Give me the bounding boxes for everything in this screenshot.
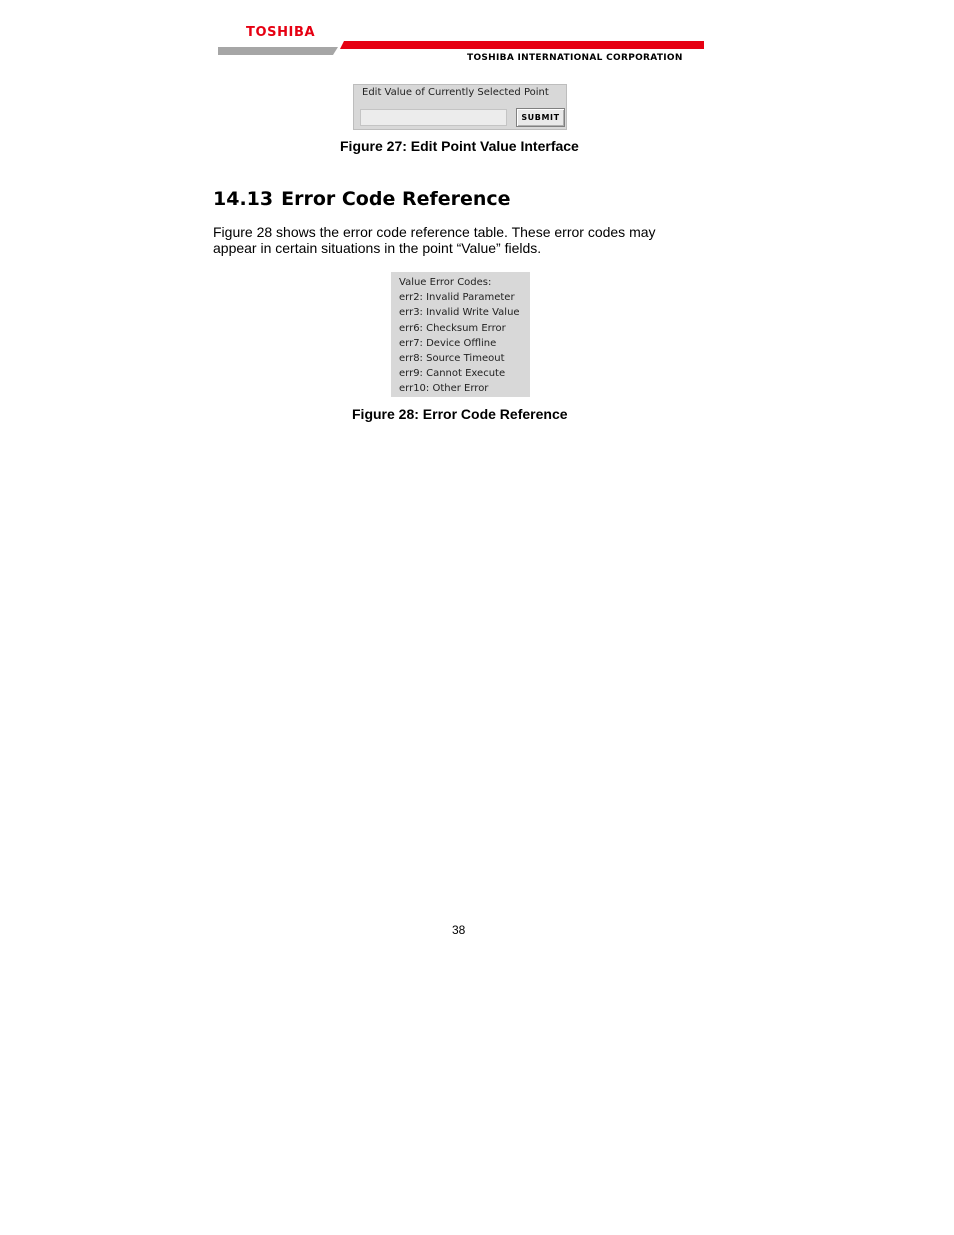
page-number: 38: [452, 923, 466, 937]
list-item: err6: Checksum Error: [399, 322, 506, 334]
error-code-list: [399, 275, 520, 397]
error-codes-heading: Value Error Codes:: [399, 277, 492, 288]
error-code-table: [391, 272, 530, 397]
edit-point-value-panel: [353, 84, 567, 130]
point-value-input[interactable]: [360, 109, 507, 126]
section-title: Error Code Reference: [281, 188, 511, 210]
figure-28-caption: Figure 28: Error Code Reference: [352, 406, 568, 422]
figure-27-caption: Figure 27: Edit Point Value Interface: [340, 138, 579, 154]
section-number: 14.13: [213, 188, 274, 210]
list-item: err2: Invalid Parameter: [399, 292, 515, 304]
edit-panel-title: Edit Value of Currently Selected Point: [362, 87, 549, 98]
body-paragraph: Figure 28 shows the error code reference table. These error codes may appear in certain situations in the point “Value” fields.: [213, 224, 656, 256]
section-heading: [213, 188, 511, 210]
list-item: err10: Other Error: [399, 383, 489, 395]
list-item: err7: Device Offline: [399, 337, 497, 349]
submit-button[interactable]: SUBMIT: [516, 108, 565, 127]
list-item: err8: Source Timeout: [399, 353, 505, 365]
corporation-name: TOSHIBA INTERNATIONAL CORPORATION: [467, 53, 683, 63]
list-item: err9: Cannot Execute: [399, 368, 506, 380]
toshiba-logo: TOSHIBA: [246, 25, 316, 40]
list-item: err3: Invalid Write Value: [399, 307, 520, 319]
